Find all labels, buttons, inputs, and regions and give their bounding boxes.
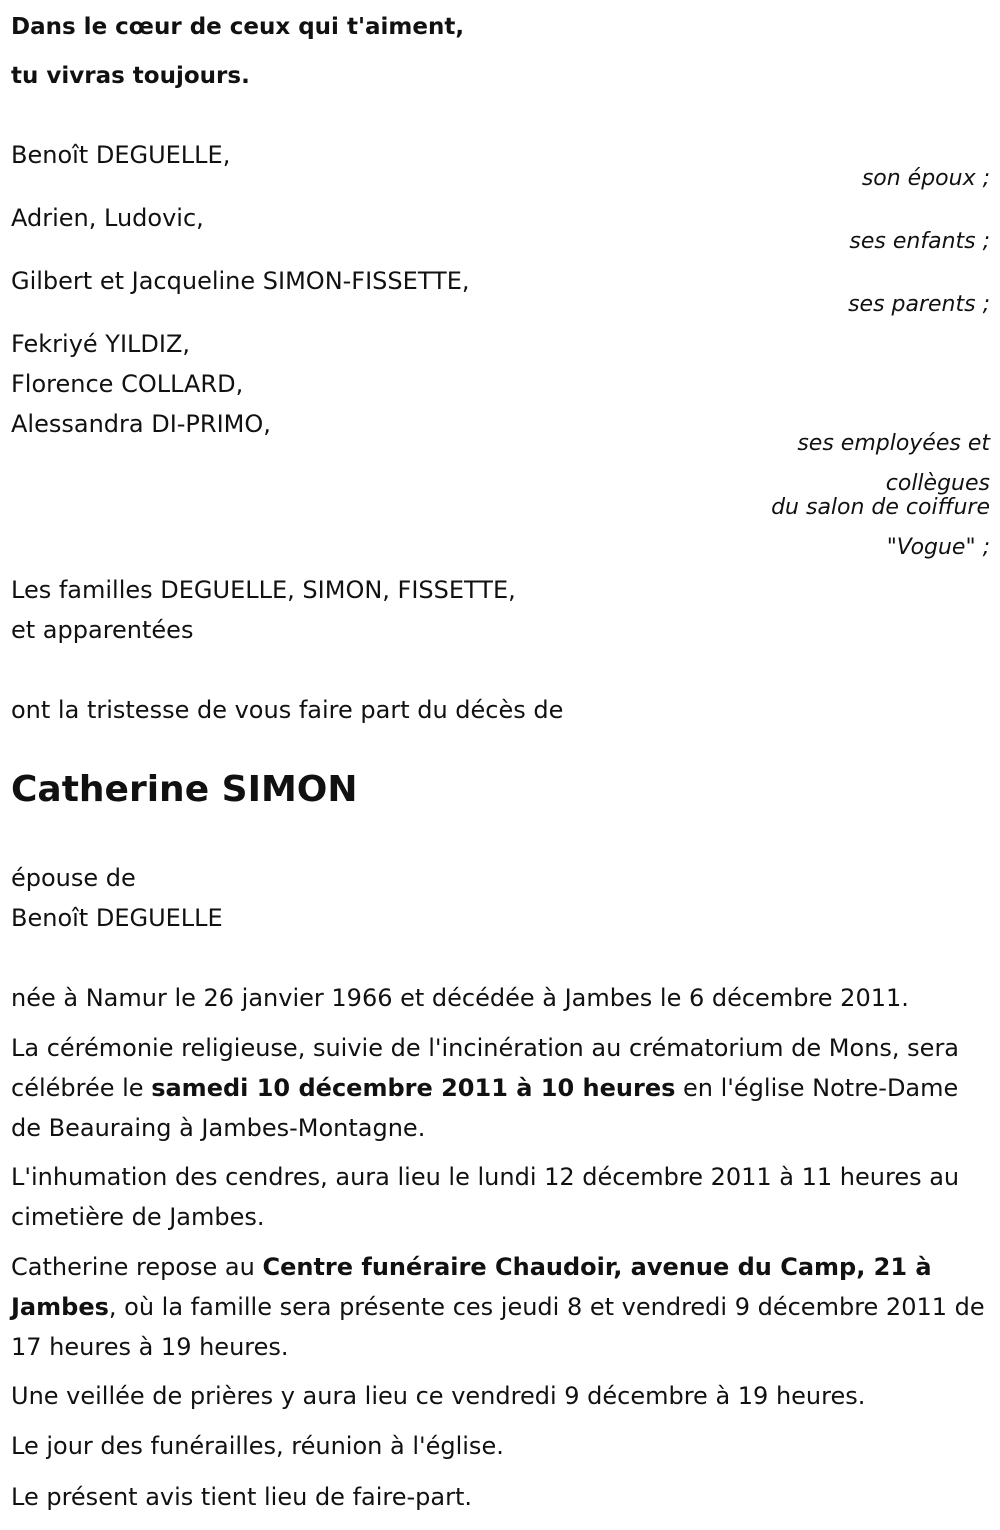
mourner-parents-names: Gilbert et Jacqueline SIMON-FISSETTE, [11,267,470,295]
mourner-employee-3: Alessandra DI-PRIMO, [11,410,271,438]
ceremony-text-post: en l'église Notre-Dame de Beauraing à Jambes-Montagne. [11,1074,959,1142]
relation-line-1: ses employées et [797,431,990,456]
relation-line-3: du salon de coiffure [771,495,990,520]
inhumation-paragraph: L'inhumation des cendres, aura lieu le lundi 12 décembre 2011 à 11 heures au cimetière de Jambes. [11,1163,960,1231]
repose-location: Centre funéraire Chaudoir, avenue du Camp, 21 à Jambes [11,1253,932,1321]
relation-line-2: collègues [885,471,990,496]
spouse-line-2: Benoît DEGUELLE [11,904,223,932]
mourner-families-line-1: Les familles DEGUELLE, SIMON, FISSETTE, [11,576,516,604]
announcement-text: ont la tristesse de vous faire part du décès de [11,696,564,724]
mourner-employees-relation [710,431,990,561]
mourner-employee-1: Fekriyé YILDIZ, [11,330,191,358]
mourner-spouse-relation: son époux ; [861,166,990,191]
mourner-families-line-2: et apparentées [11,616,194,644]
mourner-children-relation: ses enfants ; [849,229,990,254]
notice-paragraph: Le présent avis tient lieu de faire-part. [11,1483,473,1511]
ceremony-text-pre: La cérémonie religieuse, suivie de l'incinération au crématorium de Mons, sera célébrée le [11,1034,960,1102]
repose-paragraph [11,1247,991,1367]
mourner-spouse-name: Benoît DEGUELLE, [11,141,231,169]
mourner-employee-2: Florence COLLARD, [11,370,244,398]
mourner-children-names: Adrien, Ludovic, [11,204,204,232]
relation-line-4: "Vogue" ; [886,535,990,560]
birth-death-paragraph: née à Namur le 26 janvier 1966 et décédée à Jambes le 6 décembre 2011. [11,984,909,1012]
ceremony-datetime: samedi 10 décembre 2011 à 10 heures [151,1074,676,1102]
funeral-day-paragraph: Le jour des funérailles, réunion à l'église. [11,1432,504,1460]
vigil-paragraph: Une veillée de prières y aura lieu ce vendredi 9 décembre à 19 heures. [11,1382,866,1410]
spouse-line-1: épouse de [11,864,136,892]
ceremony-paragraph [11,1028,991,1148]
epitaph-line-2: tu vivras toujours. [11,63,250,89]
repose-text-pre: Catherine repose au [11,1253,263,1281]
deceased-name: Catherine SIMON [11,769,358,810]
epitaph-line-1: Dans le cœur de ceux qui t'aiment, [11,14,465,40]
repose-text-post: , où la famille sera présente ces jeudi 8 et vendredi 9 décembre 2011 de 17 heures à 19 heures. [11,1293,985,1361]
mourner-parents-relation: ses parents ; [848,292,990,317]
